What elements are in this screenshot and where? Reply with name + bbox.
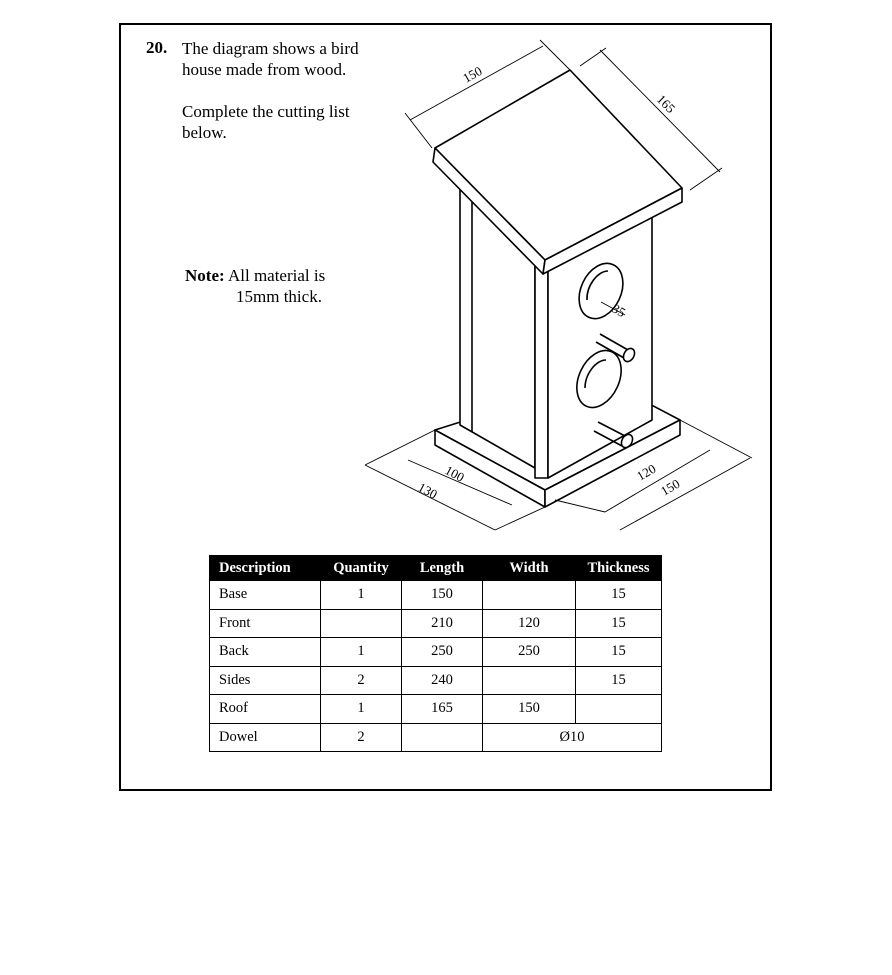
cell-quantity: 1 [321, 638, 402, 667]
table-row [210, 666, 662, 695]
material-note [185, 265, 325, 307]
dim-base-inner-width: 120 [634, 460, 659, 484]
cell-length: 250 [402, 638, 483, 667]
question-number: 20. [146, 38, 168, 57]
cell-thickness: 15 [576, 666, 662, 695]
header-description: Description [210, 556, 321, 581]
header-width: Width [483, 556, 576, 581]
cell-length: 210 [402, 609, 483, 638]
cell-quantity: 1 [321, 695, 402, 724]
cell-description: Front [210, 609, 321, 638]
header-length: Length [402, 556, 483, 581]
dim-roof-width: 150 [460, 63, 485, 86]
cell-description: Base [210, 581, 321, 610]
cell-width-thickness: Ø10 [483, 723, 662, 752]
cell-description: Roof [210, 695, 321, 724]
cell-quantity: 2 [321, 666, 402, 695]
bird-house-diagram [360, 38, 760, 538]
cell-length: 240 [402, 666, 483, 695]
cell-description: Dowel [210, 723, 321, 752]
cell-quantity: 1 [321, 581, 402, 610]
note-text-1: All material is [227, 266, 326, 285]
cell-width: 150 [483, 695, 576, 724]
dim-base-inner-depth: 100 [442, 462, 467, 485]
cell-width[interactable] [483, 581, 576, 610]
cell-width: 120 [483, 609, 576, 638]
cell-thickness: 15 [576, 638, 662, 667]
cell-width[interactable] [483, 666, 576, 695]
question-line-1: The diagram shows a bird house made from wood. [182, 39, 359, 79]
dim-roof-length: 165 [653, 91, 679, 116]
note-text-2: 15mm thick. [236, 287, 322, 306]
cell-length: 150 [402, 581, 483, 610]
cell-length: 165 [402, 695, 483, 724]
cell-thickness: 15 [576, 609, 662, 638]
table-header-row [210, 556, 662, 581]
header-quantity: Quantity [321, 556, 402, 581]
table-row [210, 638, 662, 667]
cell-width: 250 [483, 638, 576, 667]
dim-base-depth: 130 [415, 479, 440, 502]
cell-quantity: 2 [321, 723, 402, 752]
dim-base-width: 150 [658, 475, 683, 499]
note-label: Note: [185, 266, 225, 285]
cell-quantity[interactable] [321, 609, 402, 638]
cutting-list-table [209, 555, 662, 752]
cell-description: Back [210, 638, 321, 667]
header-thickness: Thickness [576, 556, 662, 581]
cell-thickness: 15 [576, 581, 662, 610]
cell-description: Sides [210, 666, 321, 695]
table-row [210, 581, 662, 610]
table-row [210, 723, 662, 752]
table-row [210, 695, 662, 724]
question-text [182, 38, 372, 164]
dim-hole-diameter: 35 [609, 300, 629, 321]
cell-thickness[interactable] [576, 695, 662, 724]
cell-length[interactable] [402, 723, 483, 752]
table-row [210, 609, 662, 638]
question-line-2: Complete the cutting list below. [182, 102, 350, 142]
